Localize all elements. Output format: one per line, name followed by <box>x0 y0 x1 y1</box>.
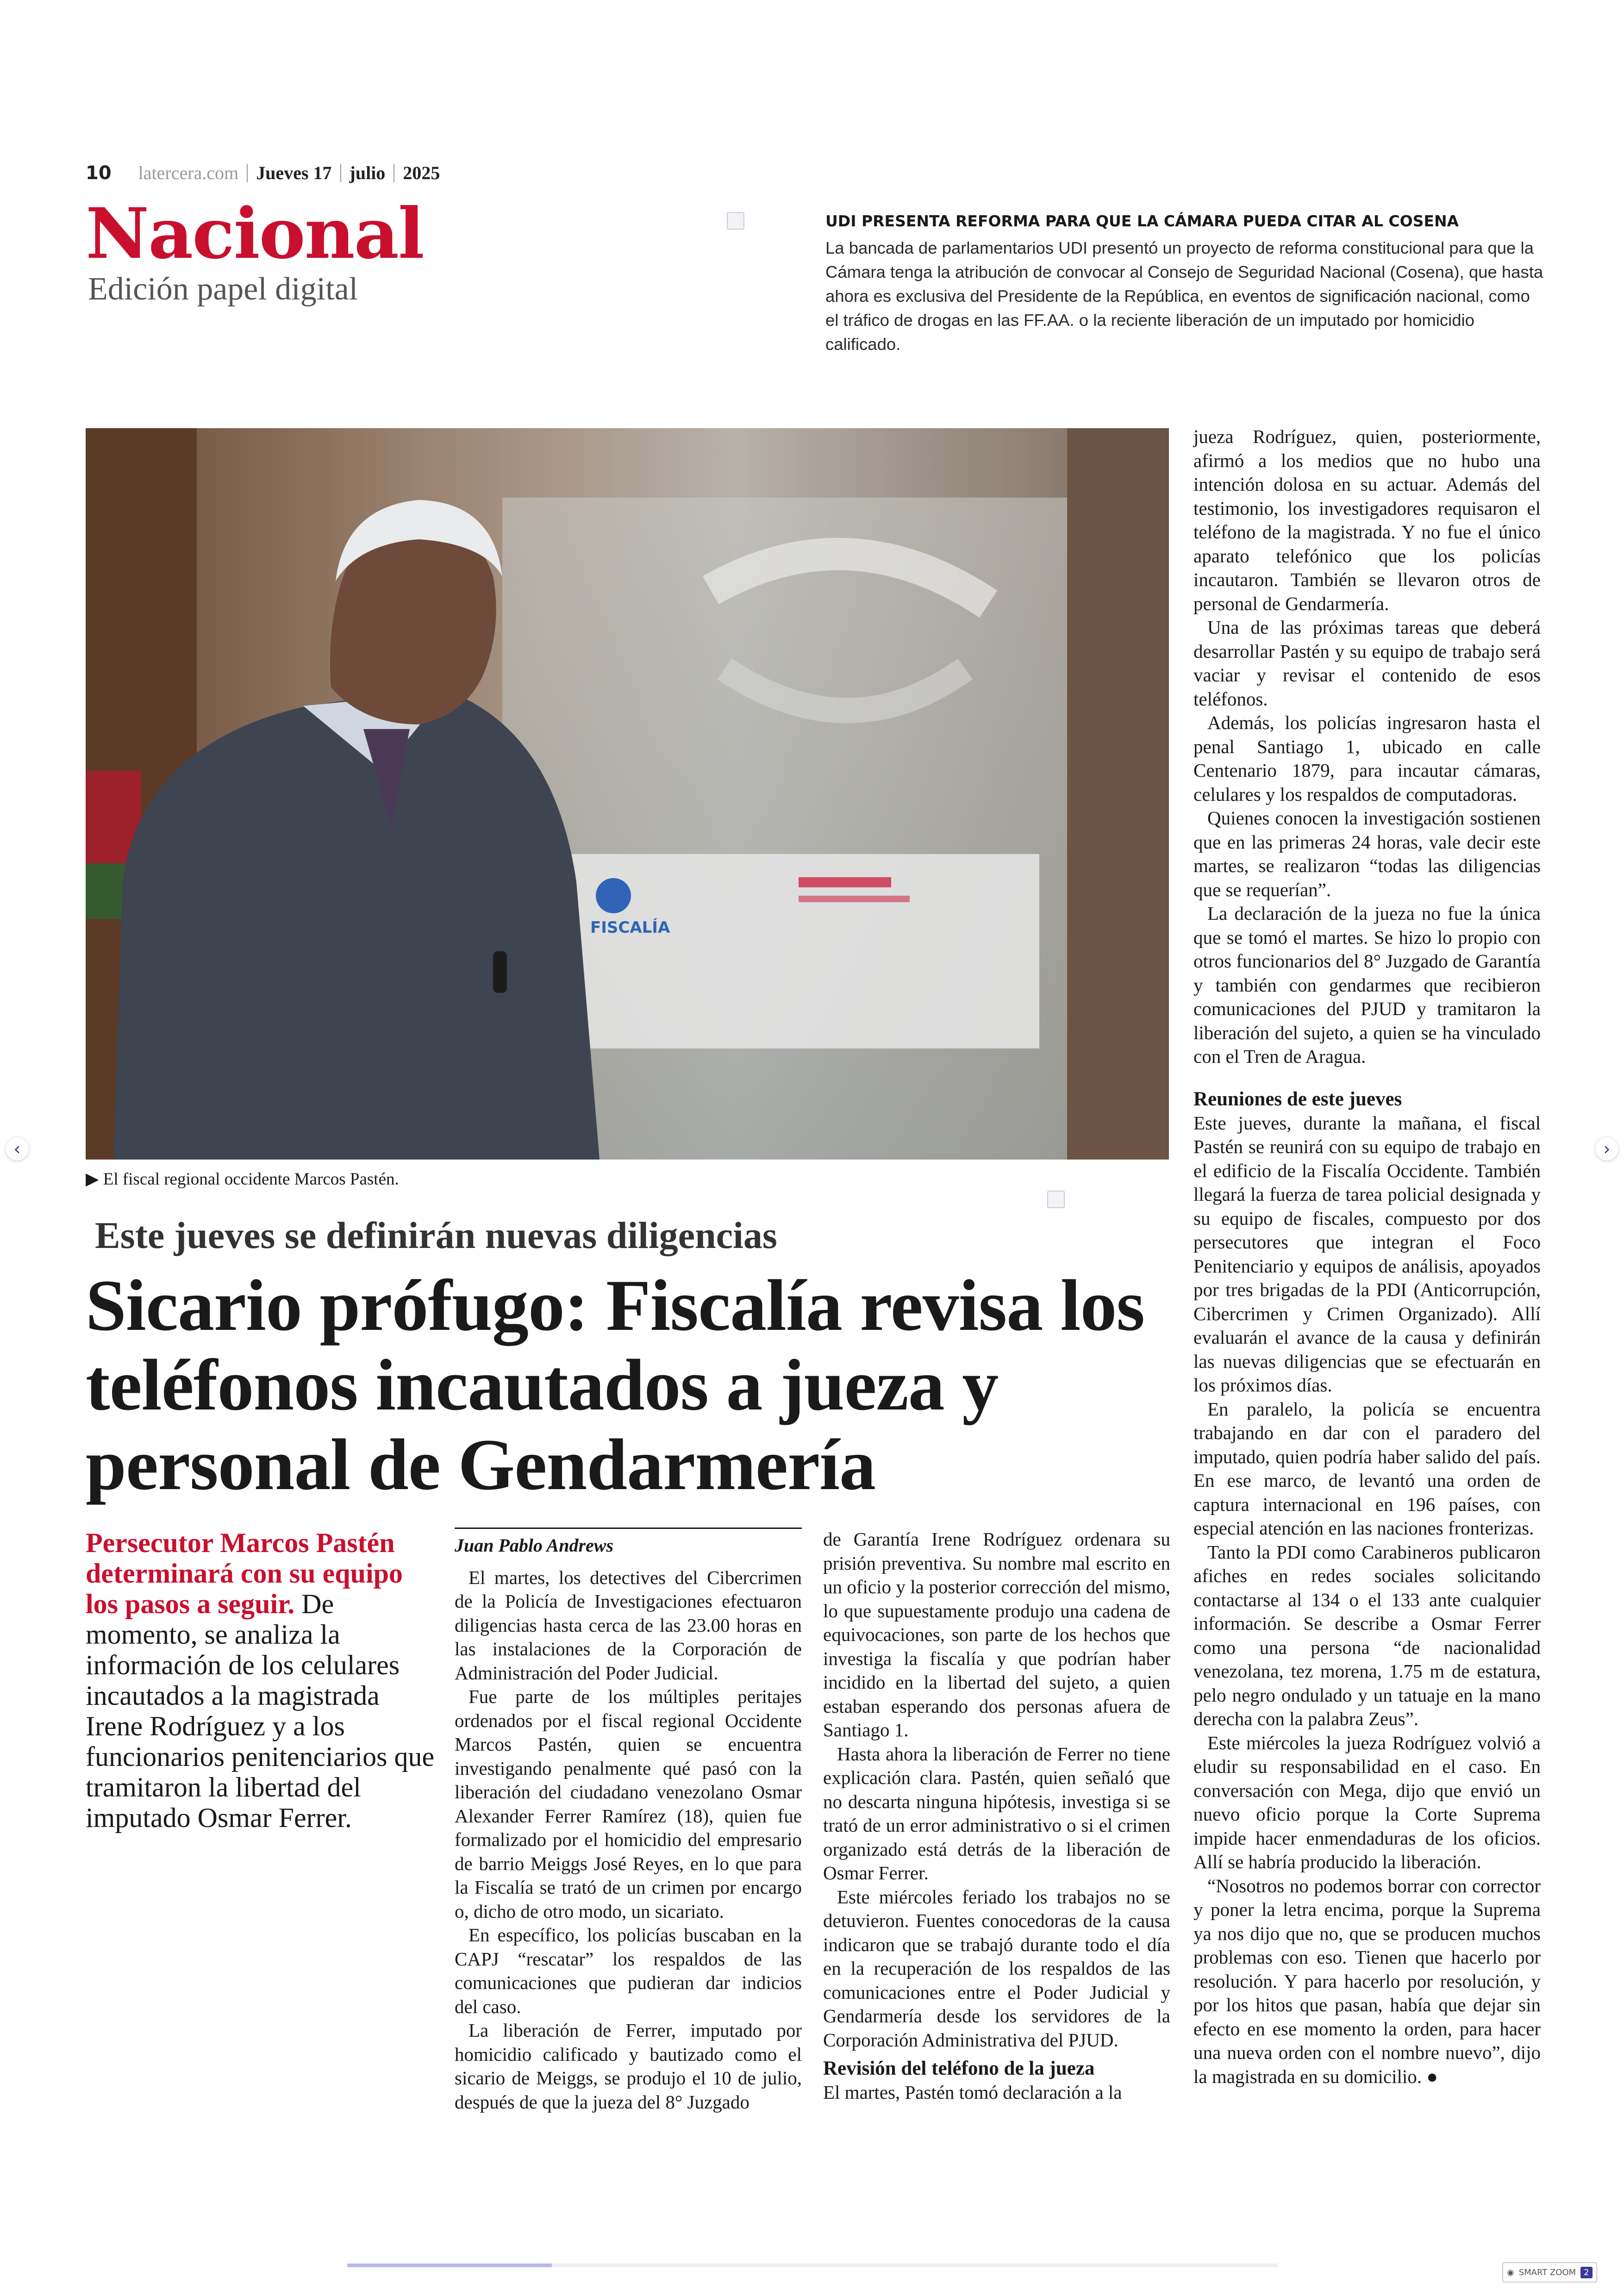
header-divider <box>340 164 341 182</box>
paragraph: Quienes conocen la investigación sostienen que en las primeras 24 horas, vale decir este martes, se realizaron “todas las diligencias que se requerían”. <box>1193 807 1541 900</box>
ad-marker-icon[interactable] <box>1047 1191 1065 1208</box>
paragraph: El martes, los detectives del Cibercrimen de la Policía de Investigaciones efectuaron diligencias hasta cerca de las 23.00 horas en las instalaciones de la Corporación de Administración del Poder Judicial. <box>455 1566 802 1684</box>
paragraph: Este miércoles feriado los trabajos no se detuvieron. Fuentes conocedoras de la causa indicaron que se trabajó durante todo el día en la recuperación de los respaldos de las comunicaciones entre el Poder Judicial y Gendarmería desde los servidores de la Corporación Administrativa del PJUD. <box>823 1886 1170 2051</box>
paragraph: jueza Rodríguez, quien, posteriormente, afirmó a los medios que no hubo una intención dolosa en su actuar. Además del testimonio, los investigadores requisaron el teléfono de la magistrada. Y no fue el único aparato telefónico que los policías incautaron. También se llevaron otros de personal de Gendarmería. <box>1193 426 1541 614</box>
paragraph: Además, los policías ingresaron hasta el penal Santiago 1, ubicado en calle Centenario 1879, para incautar cámaras, celulares y los respaldos de computadoras. <box>1193 712 1541 805</box>
header-day: Jueves 17 <box>256 162 332 183</box>
paragraph <box>1193 1874 1541 2089</box>
lead-text: De momento, se analiza la información de los celulares incautados a la magistrada Irene Rodríguez y a los funcionarios penitenciarios que tramitaron la libertad del imputado Osmar Ferrer. <box>86 1589 435 1833</box>
article-lead <box>86 1528 437 1833</box>
header-month: julio <box>349 162 386 183</box>
paragraph: Este jueves, durante la mañana, el fiscal Pastén se reunirá con su equipo de trabajo en el edificio de la Fiscalía Occidente. También llegará la fuerza de tarea policial designada y su equipo de fiscales, compuesto por dos persecutores que integran el Foco Penitenciario y equipos de análisis, apoyados por tres brigadas de la PDI (Anticorrupción, Cibercrimen y Crimen Organizado). Allí evaluarán el avance de la causa y definirán las nuevas diligencias que se efectuarán en los próximos días. <box>1193 1112 1541 1396</box>
article-column-1 <box>455 1528 802 2114</box>
photo-illustration <box>86 428 1169 1160</box>
paragraph: El martes, Pastén tomó declaración a la <box>823 2082 1122 2103</box>
reading-progress-fill <box>347 2264 552 2267</box>
subheading: Reuniones de este jueves <box>1193 1088 1402 1110</box>
paragraph: Este miércoles la jueza Rodríguez volvió a eludir su responsabilidad en el caso. En conversación con Mega, dijo que envió un nuevo oficio porque la Corte Suprema impide hacer enmendaduras de los oficios. Allí se habría producido la liberación. <box>1193 1732 1541 1872</box>
paragraph: La liberación de Ferrer, imputado por homicidio calificado y bautizado como el sicario de Meiggs, se produjo el 10 de julio, después de que la jueza del 8° Juzgado <box>455 2020 802 2113</box>
paragraph-text: “Nosotros no podemos borrar con corrector y poner la letra encima, porque la Suprema ya nos dijo que no, que se producen muchos problemas con eso. Tienen que hacerlo por resolución. Y para hacerlo por resolución, y por los hitos que pasan, había que dejar sin efecto en ese momento la orden, para hacer una nueva orden con el nombre nuevo”, dijo la magistrada en su domicilio. <box>1193 1875 1541 2087</box>
article-column-3 <box>1193 425 1541 2089</box>
brief-title: UDI PRESENTA REFORMA PARA QUE LA CÁMARA PUEDA CITAR AL COSENA <box>825 212 1459 230</box>
page-header <box>86 162 440 184</box>
subheading: Revisión del teléfono de la jueza <box>823 2058 1095 2079</box>
eye-icon: ◉ <box>1507 2267 1514 2277</box>
chevron-right-icon: › <box>1603 1139 1611 1159</box>
previous-page-button[interactable] <box>6 1137 29 1160</box>
section-title: Nacional <box>86 193 424 274</box>
photo-sign-text: FISCALÍA <box>590 918 670 937</box>
article-photo <box>86 428 1169 1160</box>
paragraph: Una de las próximas tareas que deberá desarrollar Pastén y su equipo de trabajo será vaciar y revisar el contenido de esos teléfonos. <box>1193 617 1541 710</box>
section-subtitle: Edición papel digital <box>88 271 358 307</box>
paragraph: de Garantía Irene Rodríguez ordenara su prisión preventiva. Su nombre mal escrito en un oficio y la posterior corrección del mismo, lo que supuestamente produjo una cadena de equivocaciones, son parte de los hechos que investiga la fiscalía y que podrían haber incidido en la libertad del sujeto, a quien estaban esperando dos personas afuera de Santiago 1. <box>823 1528 1170 1740</box>
lead-bold: Persecutor Marcos Pastén determinará con su equipo los pasos a seguir. <box>86 1528 403 1619</box>
article-kicker: Este jueves se definirán nuevas diligencias <box>95 1214 777 1256</box>
chevron-left-icon: ‹ <box>13 1139 21 1159</box>
caption-arrow-icon: ▶ <box>86 1170 99 1189</box>
next-page-button[interactable] <box>1595 1137 1618 1160</box>
brief-text: La bancada de parlamentarios UDI presentó un proyecto de reforma constitucional para que la Cámara tenga la atribución de convocar al Consejo de Seguridad Nacional (Cosena), que hasta ahora es exclusiva del Presidente de la República, en eventos de significación nacional, como el tráfico de drogas en las FF.AA. o la reciente liberación de un imputado por homicidio calificado. <box>825 238 1543 354</box>
ad-marker-icon[interactable] <box>727 212 744 230</box>
caption-text: El fiscal regional occidente Marcos Pastén. <box>103 1170 399 1189</box>
paragraph: Tanto la PDI como Carabineros publicaron afiches en redes sociales solicitando contactarse al 134 o el 133 ante cualquier información. Se describe a Osmar Ferrer como una persona “de nacionalidad venezolana, tez morena, 1.75 m de estatura, pelo negro ondulado y un tatuaje en la mano derecha con la palabra Zeus”. <box>1193 1541 1541 1729</box>
header-year: 2025 <box>403 162 440 183</box>
paragraph: En específico, los policías buscaban en la CAPJ “rescatar” los respaldos de las comunicaciones que pudieran dar indicios del caso. <box>455 1924 802 2017</box>
end-mark-icon: ● <box>1426 2065 1438 2087</box>
site-name: latercera.com <box>138 162 239 183</box>
smart-zoom-label: SMART ZOOM <box>1518 2267 1576 2277</box>
paragraph: Hasta ahora la liberación de Ferrer no tiene explicación clara. Pastén, quien señaló que no descarta ninguna hipótesis, investiga si se trató de un error administrativo o si el crimen organizado está detrás de la liberación de Osmar Ferrer. <box>823 1743 1170 1883</box>
header-divider <box>247 164 248 182</box>
article-headline: Sicario prófugo: Fiscalía revisa los teléfonos incautados a jueza y personal de Gendarmería <box>86 1265 1145 1505</box>
smart-zoom-count: 2 <box>1580 2267 1592 2278</box>
paragraph: Fue parte de los múltiples peritajes ordenados por el fiscal regional Occidente Marcos Pastén, quien se encuentra investigando penalmente qué pasó con la liberación del ciudadano venezolano Osmar Alexander Ferrer Ramírez (18), quien fue formalizado por el homicidio del empresario de barrio Meiggs José Reyes, en lo que para la Fiscalía se trató de un crimen por encargo o, dicho de otro modo, un sicariato. <box>455 1686 802 1922</box>
byline: Juan Pablo Andrews <box>455 1528 802 1558</box>
page-number: 10 <box>86 162 112 184</box>
photo-caption <box>86 1169 399 1189</box>
paragraph: En paralelo, la policía se encuentra trabajando en dar con el paradero del imputado, quien podría haber salido del país. En ese marco, de levantó una orden de captura internacional en 196 países, con especial atención en las naciones fronterizas. <box>1193 1398 1541 1539</box>
paragraph: La declaración de la jueza no fue la única que se tomó el martes. Se hizo lo propio con otros funcionarios del 8° Juzgado de Garantía y también con gendarmes que recibieron comunicaciones del PJUD y tramitaron la liberación del sujeto, a quien se ha vinculado con el Tren de Aragua. <box>1193 903 1541 1067</box>
article-column-2 <box>823 1528 1170 2105</box>
smart-zoom-button[interactable] <box>1502 2262 1597 2283</box>
